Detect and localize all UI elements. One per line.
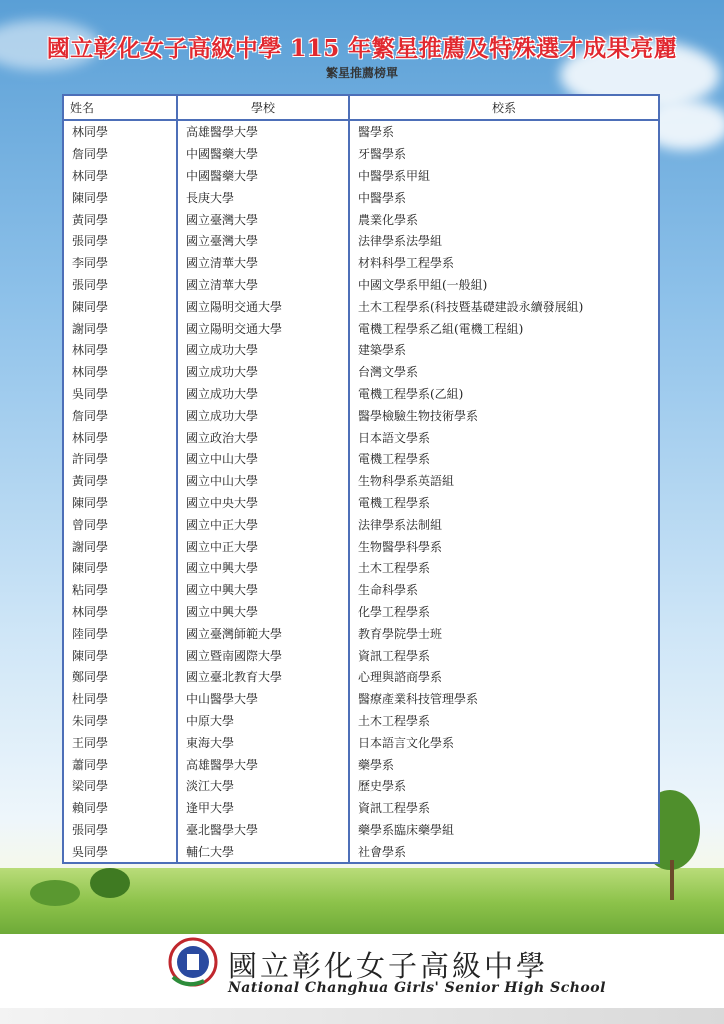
cell-name: 陳同學 (64, 644, 177, 666)
cell-school: 國立中山大學 (177, 448, 349, 470)
cell-department: 日本語言文化學系 (358, 735, 455, 750)
cell-name: 林同學 (64, 426, 177, 448)
table-row (64, 165, 658, 187)
cell-school: 國立清華大學 (177, 252, 349, 274)
cell-school: 東海大學 (177, 731, 349, 753)
cell-name: 林同學 (64, 361, 177, 383)
cell-name: 張同學 (64, 819, 177, 841)
table-row (64, 186, 658, 208)
header-name: 姓名 (64, 96, 177, 120)
cell-department: 醫學檢驗生物技術學系 (358, 408, 479, 423)
table-row (64, 710, 658, 732)
table-row (64, 819, 658, 841)
shrub (30, 880, 80, 906)
cell-department: 中醫學系 (358, 190, 407, 205)
cell-name: 林同學 (64, 601, 177, 623)
table-row (64, 513, 658, 535)
cell-name: 黃同學 (64, 470, 177, 492)
table-row (64, 492, 658, 514)
table-row (64, 579, 658, 601)
cell-school: 國立臺灣師範大學 (177, 622, 349, 644)
cell-name: 許同學 (64, 448, 177, 470)
table-row (64, 208, 658, 230)
cell-school: 中原大學 (177, 710, 349, 732)
cell-department: 醫學系 (358, 125, 395, 140)
cell-department: 建築學系 (358, 343, 407, 358)
cell-department: 中國文學系甲組(一般組) (358, 277, 488, 292)
cell-department: 法律學系法學組 (358, 234, 443, 249)
cell-name: 杜同學 (64, 688, 177, 710)
table-row (64, 666, 658, 688)
cell-school: 高雄醫學大學 (177, 120, 349, 143)
cell-department: 藥學系 (358, 757, 395, 772)
cell-school: 國立中興大學 (177, 557, 349, 579)
table-row (64, 688, 658, 710)
cell-name: 吳同學 (64, 383, 177, 405)
table-row (64, 753, 658, 775)
tree-trunk (670, 860, 674, 900)
results-table-panel (62, 94, 660, 864)
cell-department: 醫療產業科技管理學系 (358, 692, 479, 707)
table-row (64, 731, 658, 753)
cell-school: 中國醫藥大學 (177, 165, 349, 187)
table-row (64, 252, 658, 274)
cell-name: 陸同學 (64, 622, 177, 644)
cell-department: 電機工程學系 (358, 495, 431, 510)
cell-school: 輔仁大學 (177, 840, 349, 862)
table-row (64, 274, 658, 296)
cell-department: 中醫學系甲組 (358, 168, 431, 183)
results-table (64, 96, 658, 862)
cell-name: 詹同學 (64, 143, 177, 165)
shrub (90, 868, 130, 898)
school-emblem-icon (168, 937, 218, 987)
cell-school: 國立陽明交通大學 (177, 295, 349, 317)
cell-school: 國立中正大學 (177, 513, 349, 535)
cell-name: 張同學 (64, 274, 177, 296)
cell-name: 王同學 (64, 731, 177, 753)
cell-name: 陳同學 (64, 557, 177, 579)
cell-name: 黃同學 (64, 208, 177, 230)
cell-school: 國立中興大學 (177, 601, 349, 623)
table-row (64, 840, 658, 862)
cell-name: 梁同學 (64, 775, 177, 797)
cell-name: 林同學 (64, 339, 177, 361)
cell-department: 土木工程學系 (358, 713, 431, 728)
cell-name: 謝同學 (64, 317, 177, 339)
cell-name: 賴同學 (64, 797, 177, 819)
cell-school: 中山醫學大學 (177, 688, 349, 710)
table-row (64, 295, 658, 317)
cell-department: 農業化學系 (358, 212, 419, 227)
cell-department: 電機工程學系 (358, 452, 431, 467)
header-department: 校系 (349, 96, 658, 120)
cell-department: 電機工程學系乙組(電機工程組) (358, 321, 524, 336)
table-row (64, 143, 658, 165)
cell-department: 日本語文學系 (358, 430, 431, 445)
cell-school: 國立成功大學 (177, 339, 349, 361)
cell-school: 臺北醫學大學 (177, 819, 349, 841)
page-subtitle: 繁星推薦榜單 (325, 66, 398, 80)
cell-department: 藥學系臨床藥學組 (358, 822, 455, 837)
table-row (64, 317, 658, 339)
cell-name: 鄭同學 (64, 666, 177, 688)
cell-department: 台灣文學系 (358, 365, 419, 380)
cell-name: 陳同學 (64, 492, 177, 514)
cell-name: 朱同學 (64, 710, 177, 732)
table-row (64, 448, 658, 470)
cell-name: 張同學 (64, 230, 177, 252)
cell-name: 詹同學 (64, 404, 177, 426)
cell-school: 國立中興大學 (177, 579, 349, 601)
cell-school: 國立成功大學 (177, 383, 349, 405)
cell-department: 電機工程學系(乙組) (358, 386, 464, 401)
table-row (64, 535, 658, 557)
cell-school: 中國醫藥大學 (177, 143, 349, 165)
table-row (64, 470, 658, 492)
table-row (64, 426, 658, 448)
cell-department: 生物科學系英語組 (358, 474, 455, 489)
cell-department: 牙醫學系 (358, 147, 407, 162)
table-row (64, 120, 658, 143)
cell-name: 蕭同學 (64, 753, 177, 775)
cell-department: 資訊工程學系 (358, 801, 431, 816)
cell-school: 淡江大學 (177, 775, 349, 797)
table-row (64, 797, 658, 819)
table-row (64, 622, 658, 644)
cell-department: 生物醫學科學系 (358, 539, 443, 554)
cell-school: 國立暨南國際大學 (177, 644, 349, 666)
cell-department: 社會學系 (358, 844, 407, 859)
cell-school: 國立中正大學 (177, 535, 349, 557)
cell-name: 吳同學 (64, 840, 177, 862)
school-name-english: National Changhua Girls' Senior High School (228, 980, 606, 996)
table-row (64, 383, 658, 405)
cell-school: 國立成功大學 (177, 404, 349, 426)
header-school: 學校 (177, 96, 349, 120)
page-title: 國立彰化女子高級中學 115 年繁星推薦及特殊選才成果亮麗 (46, 35, 678, 62)
school-name: 國立彰化女子高級中學 (228, 949, 549, 983)
cell-school: 國立清華大學 (177, 274, 349, 296)
table-row (64, 644, 658, 666)
cell-school: 國立政治大學 (177, 426, 349, 448)
table-row (64, 230, 658, 252)
table-row (64, 601, 658, 623)
cell-school: 國立臺北教育大學 (177, 666, 349, 688)
table-row (64, 404, 658, 426)
cell-department: 土木工程學系 (358, 561, 431, 576)
table-row (64, 361, 658, 383)
table-row (64, 339, 658, 361)
cell-school: 國立中山大學 (177, 470, 349, 492)
cell-name: 林同學 (64, 120, 177, 143)
cell-department: 生命科學系 (358, 583, 419, 598)
cell-school: 國立臺灣大學 (177, 208, 349, 230)
cell-name: 林同學 (64, 165, 177, 187)
table-row (64, 775, 658, 797)
footer-band (0, 1008, 724, 1024)
cell-school: 長庚大學 (177, 186, 349, 208)
cell-name: 陳同學 (64, 186, 177, 208)
cell-department: 資訊工程學系 (358, 648, 431, 663)
cell-department: 歷史學系 (358, 779, 407, 794)
cell-school: 國立中央大學 (177, 492, 349, 514)
cell-name: 粘同學 (64, 579, 177, 601)
cell-name: 曾同學 (64, 513, 177, 535)
cell-school: 國立成功大學 (177, 361, 349, 383)
cell-school: 高雄醫學大學 (177, 753, 349, 775)
cell-department: 法律學系法制組 (358, 517, 443, 532)
cell-school: 逢甲大學 (177, 797, 349, 819)
cell-department: 材料科學工程學系 (358, 256, 455, 271)
cell-name: 謝同學 (64, 535, 177, 557)
cell-department: 心理與諮商學系 (358, 670, 443, 685)
cell-department: 化學工程學系 (358, 604, 431, 619)
cell-school: 國立陽明交通大學 (177, 317, 349, 339)
cell-name: 李同學 (64, 252, 177, 274)
cell-school: 國立臺灣大學 (177, 230, 349, 252)
cell-name: 陳同學 (64, 295, 177, 317)
cell-department: 教育學院學士班 (358, 626, 443, 641)
cell-department: 土木工程學系(科技暨基礎建設永續發展組) (358, 299, 584, 314)
table-row (64, 557, 658, 579)
table-header-row (64, 96, 658, 120)
